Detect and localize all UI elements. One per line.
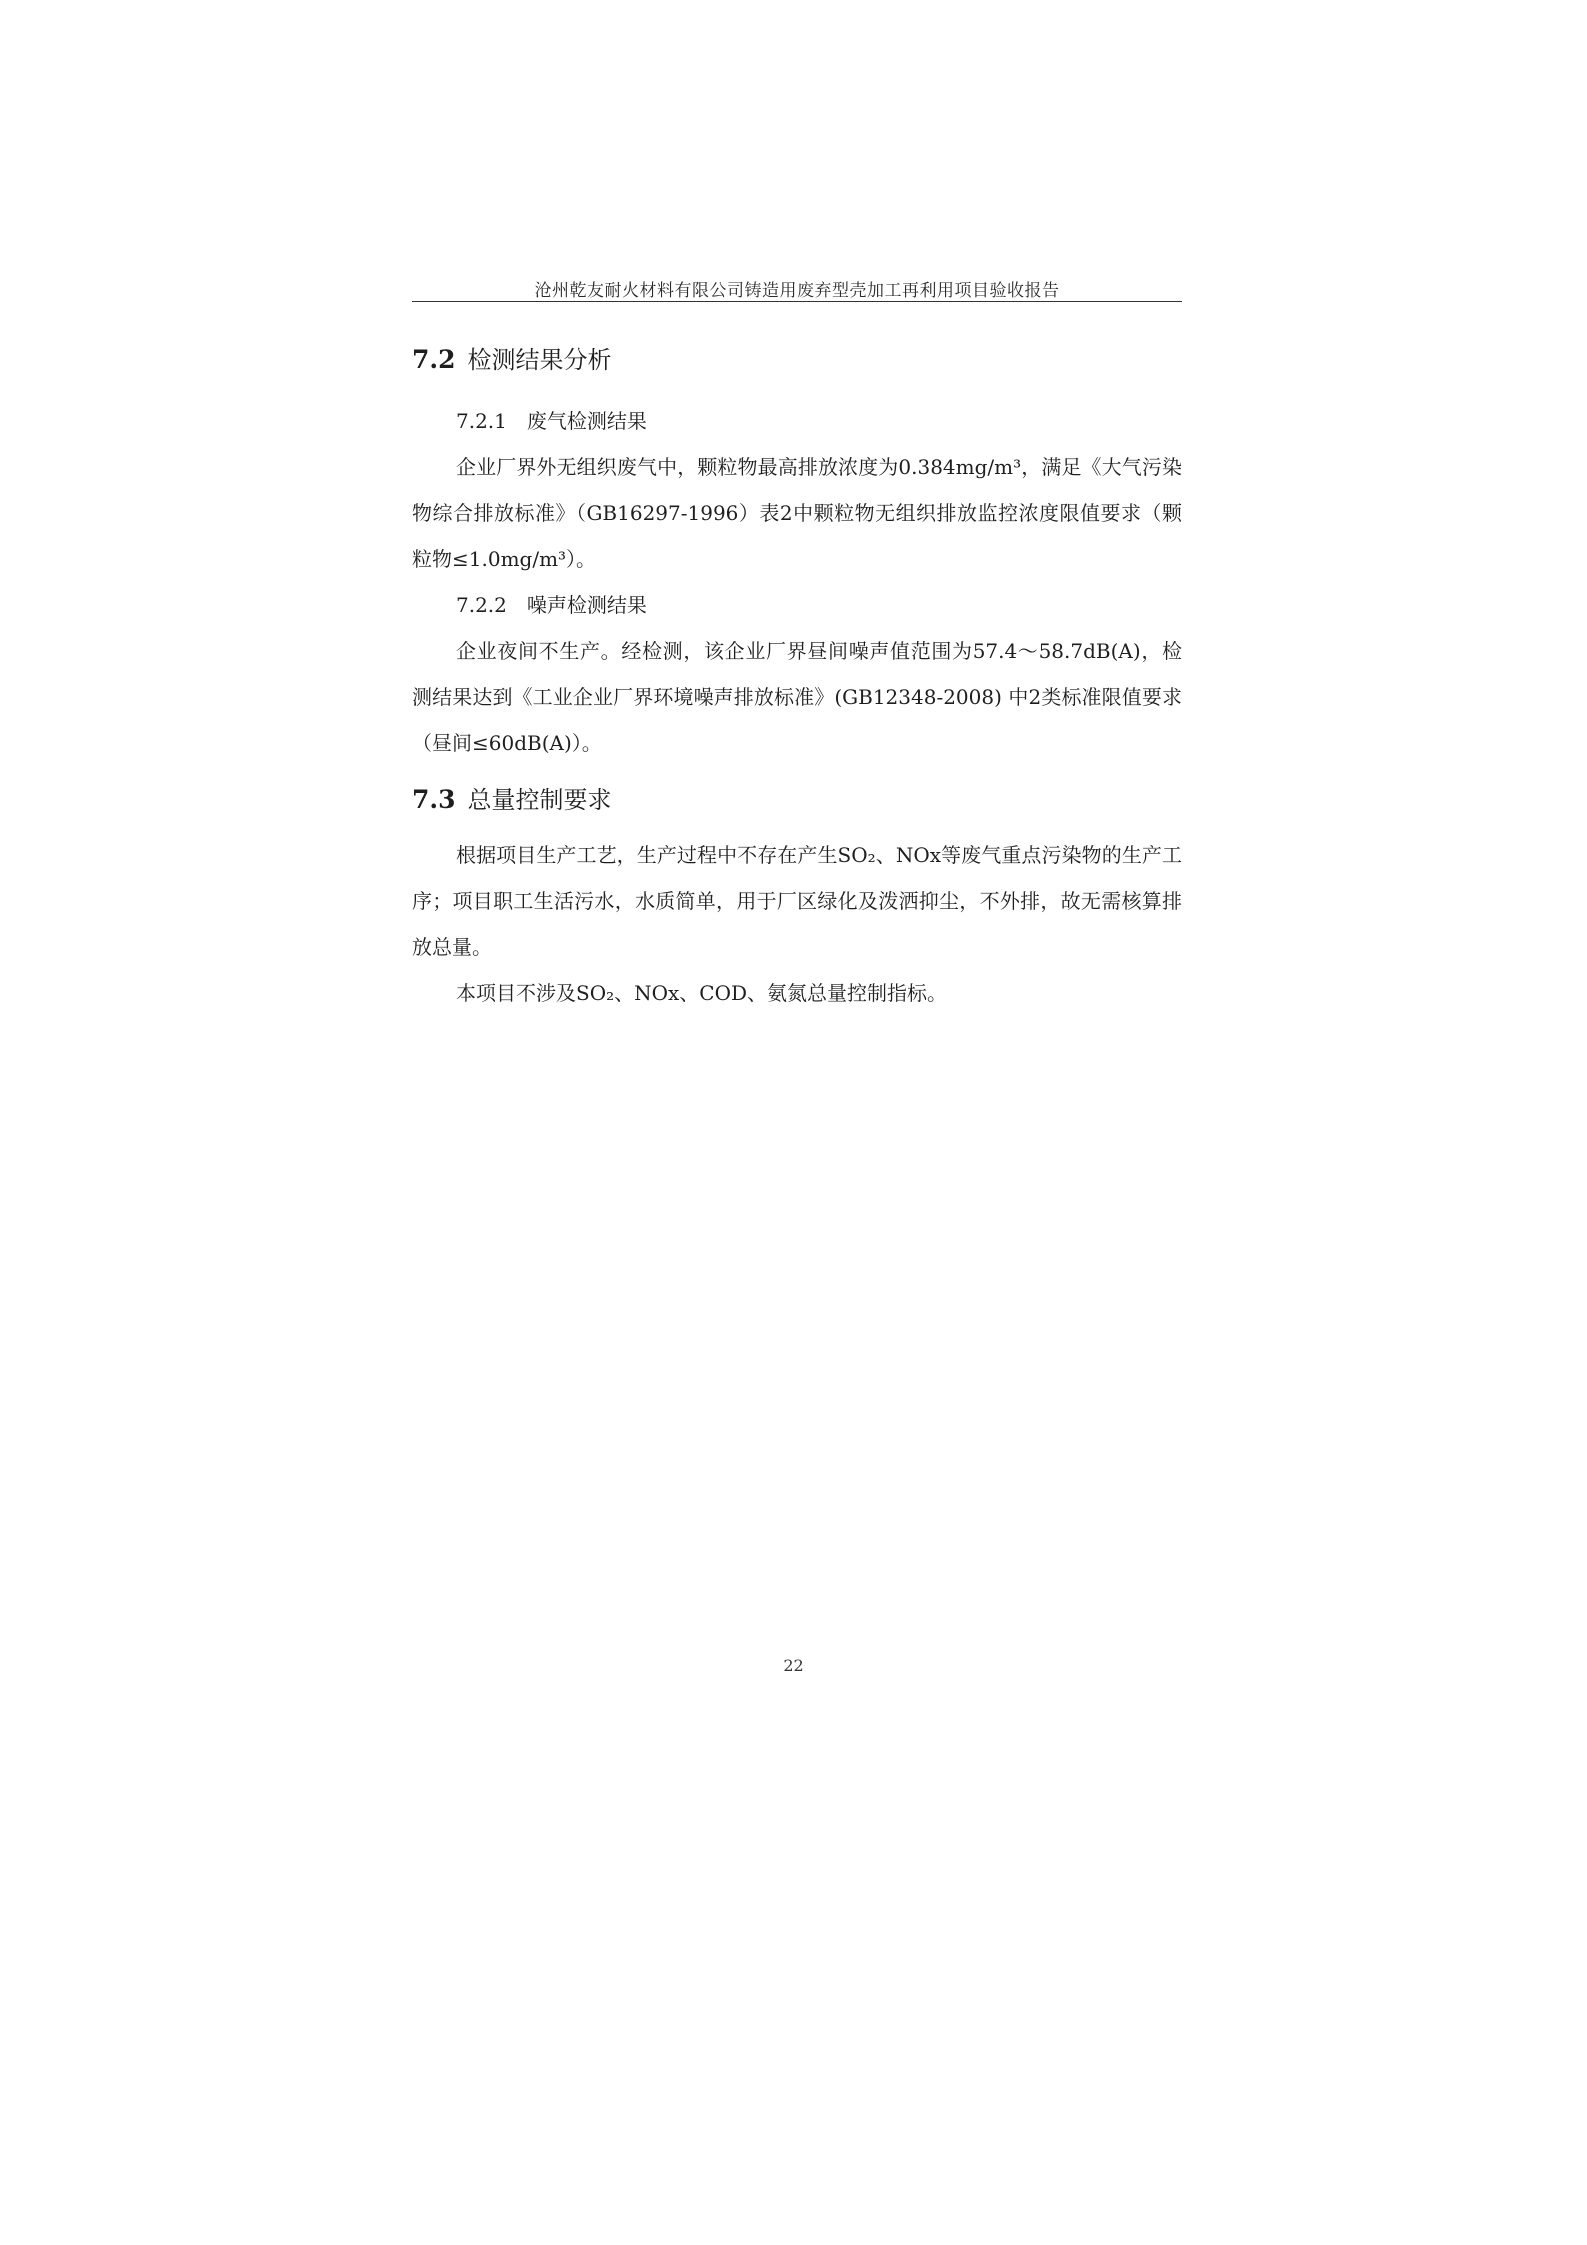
section-heading-7-2 (412, 340, 1182, 380)
subsection-number: 7.2.1 (456, 409, 507, 433)
section-title: 检测结果分析 (467, 346, 612, 374)
page-number: 22 (783, 1656, 804, 1675)
paragraph-noise: 企业夜间不生产。经检测，该企业厂界昼间噪声值范围为57.4～58.7dB(A)，检测结果达到《工业企业厂界环境噪声排放标准》(GB12348-2008) 中2类标准限值要求（昼间≤60dB(A)）。 (412, 639, 1182, 755)
subsection-heading-7-2-2 (412, 582, 1182, 628)
body-content (412, 340, 1182, 1016)
header-title: 沧州乾友耐火材料有限公司铸造用废弃型壳加工再利用项目验收报告 (534, 281, 1060, 301)
section-title: 总量控制要求 (467, 786, 612, 814)
section-number: 7.2 (412, 345, 456, 374)
section-heading-7-3 (412, 780, 1182, 820)
section-number: 7.3 (412, 785, 456, 814)
running-header (412, 262, 1182, 302)
subsection-number: 7.2.2 (456, 593, 507, 617)
paragraph-waste-gas: 企业厂界外无组织废气中，颗粒物最高排放浓度为0.384mg/m³，满足《大气污染物综合排放标准》（GB16297-1996）表2中颗粒物无组织排放监控浓度限值要求（颗粒物≤1.0mg/m³）。 (412, 455, 1182, 571)
subsection-title: 废气检测结果 (526, 409, 647, 433)
subsection-heading-7-2-1 (412, 398, 1182, 444)
paragraph-total-indicators: 本项目不涉及SO₂、NOx、COD、氨氮总量控制指标。 (456, 981, 948, 1005)
subsection-title: 噪声检测结果 (526, 593, 647, 617)
paragraph-total-control: 根据项目生产工艺，生产过程中不存在产生SO₂、NOx等废气重点污染物的生产工序；项目职工生活污水，水质简单，用于厂区绿化及泼洒抑尘，不外排，故无需核算排放总量。 (412, 843, 1182, 959)
header-rule (412, 301, 1182, 302)
